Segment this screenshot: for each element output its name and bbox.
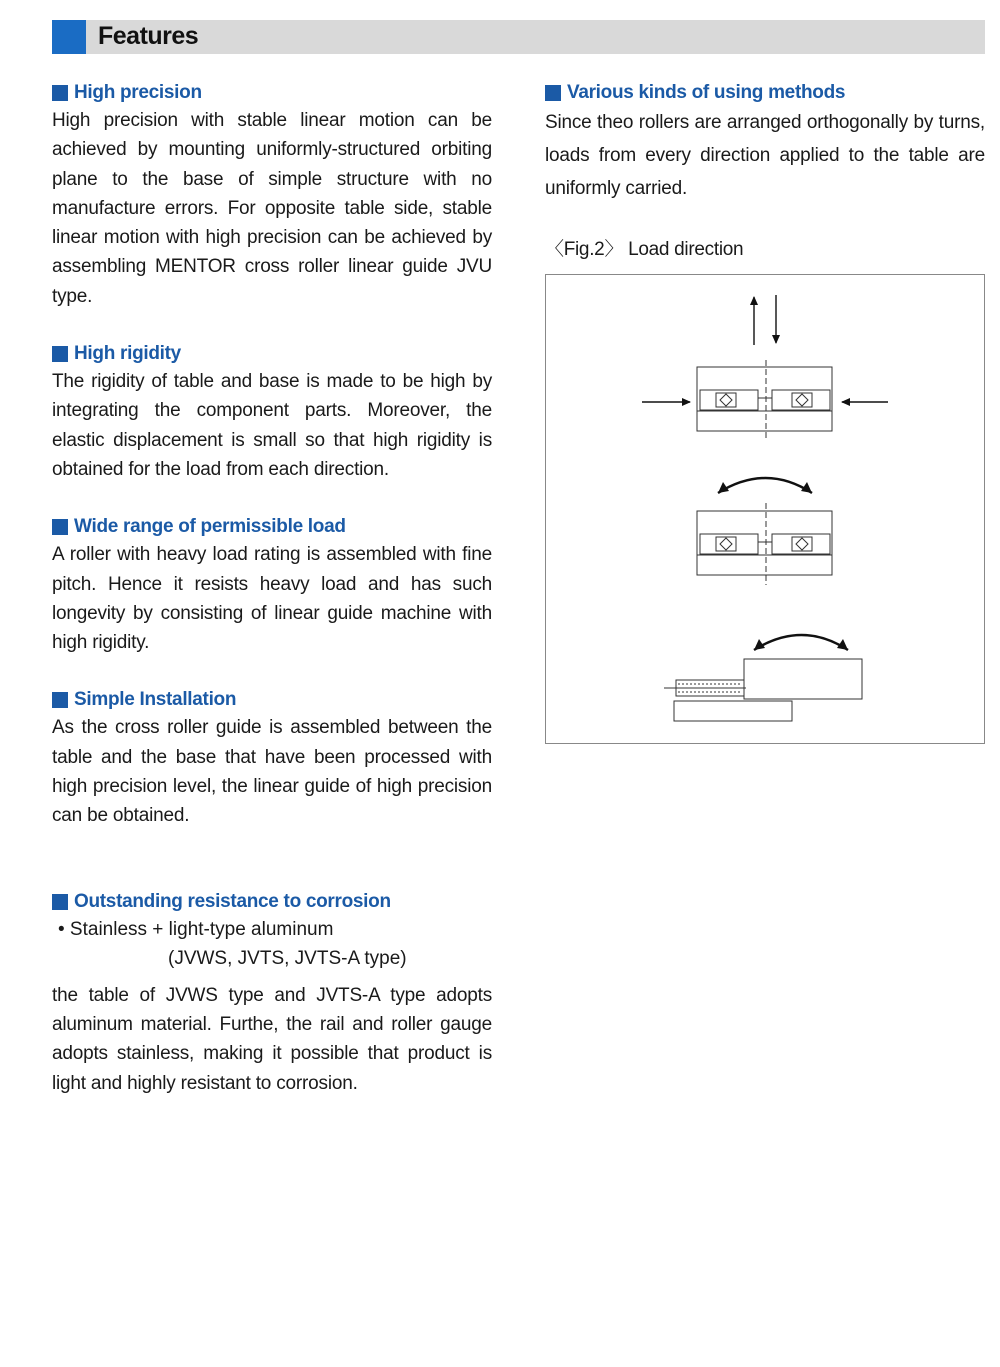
square-bullet-icon	[52, 692, 68, 708]
section-using-methods	[545, 80, 985, 205]
figure-caption: 〈Fig.2〉 Load direction	[545, 239, 744, 260]
square-bullet-icon	[52, 519, 68, 535]
section-high-precision	[52, 80, 492, 311]
left-column	[52, 80, 492, 1098]
guide-assembly-middle	[697, 503, 832, 585]
guide-assembly-top	[697, 360, 832, 440]
section-body: the table of JVWS type and JVTS-A type adopts aluminum material. Furthe, the rail and roller gauge adopts stainless, making it possible that product is light and highly resistant to corrosion.	[52, 984, 492, 1094]
section-body: As the cross roller guide is assembled between the table and the base that have been processed with high precision level, the linear guide of high precision can be obtained.	[52, 717, 492, 827]
section-permissible-load	[52, 514, 492, 657]
square-bullet-icon	[52, 85, 68, 101]
section-simple-installation	[52, 687, 492, 830]
rotation-arrow-icon	[754, 635, 848, 650]
rotation-arrow-icon	[718, 478, 812, 493]
page-title: Features	[98, 22, 199, 50]
section-title: High precision	[74, 82, 202, 103]
guide-assembly-side	[664, 659, 862, 721]
section-title: Outstanding resistance to corrosion	[74, 890, 391, 912]
section-body: A roller with heavy load rating is assembled with fine pitch. Hence it resists heavy load and has such longevity by consisting of linear guide machine with high rigidity.	[52, 544, 492, 654]
load-direction-figure	[545, 274, 985, 744]
section-body: Since theo rollers are arranged orthogonally by turns, loads from every direction applied to the table are uniformly carried.	[545, 112, 985, 199]
section-title: Various kinds of using methods	[567, 82, 846, 103]
load-direction-diagram	[546, 275, 986, 745]
section-title: High rigidity	[74, 343, 181, 365]
square-bullet-icon	[545, 85, 561, 101]
bullet-subtext: (JVWS, JVTS, JVTS-A type)	[168, 947, 407, 969]
square-bullet-icon	[52, 894, 68, 910]
section-title: Simple Installation	[74, 689, 237, 711]
bullet-item: • Stainless + light-type aluminum	[58, 918, 334, 940]
section-header	[52, 20, 985, 54]
square-bullet-icon	[52, 346, 68, 362]
header-accent-block	[52, 20, 86, 54]
section-body: The rigidity of table and base is made to be high by integrating the component parts. Moreover, the elastic displacement is small so that high rigidity is obtained for the load from each direction.	[52, 371, 492, 480]
section-title: Wide range of permissible load	[74, 516, 346, 538]
section-body: High precision with stable linear motion can be achieved by mounting uniformly-structured orbiting plane to the base of simple structure with no manufacture errors. For opposite table side, stable linear motion with high precision can be achieved by assembling MENTOR cross roller linear guide JVU type.	[52, 110, 492, 307]
section-high-rigidity	[52, 341, 492, 484]
section-corrosion	[52, 889, 492, 1098]
right-column	[545, 80, 985, 263]
